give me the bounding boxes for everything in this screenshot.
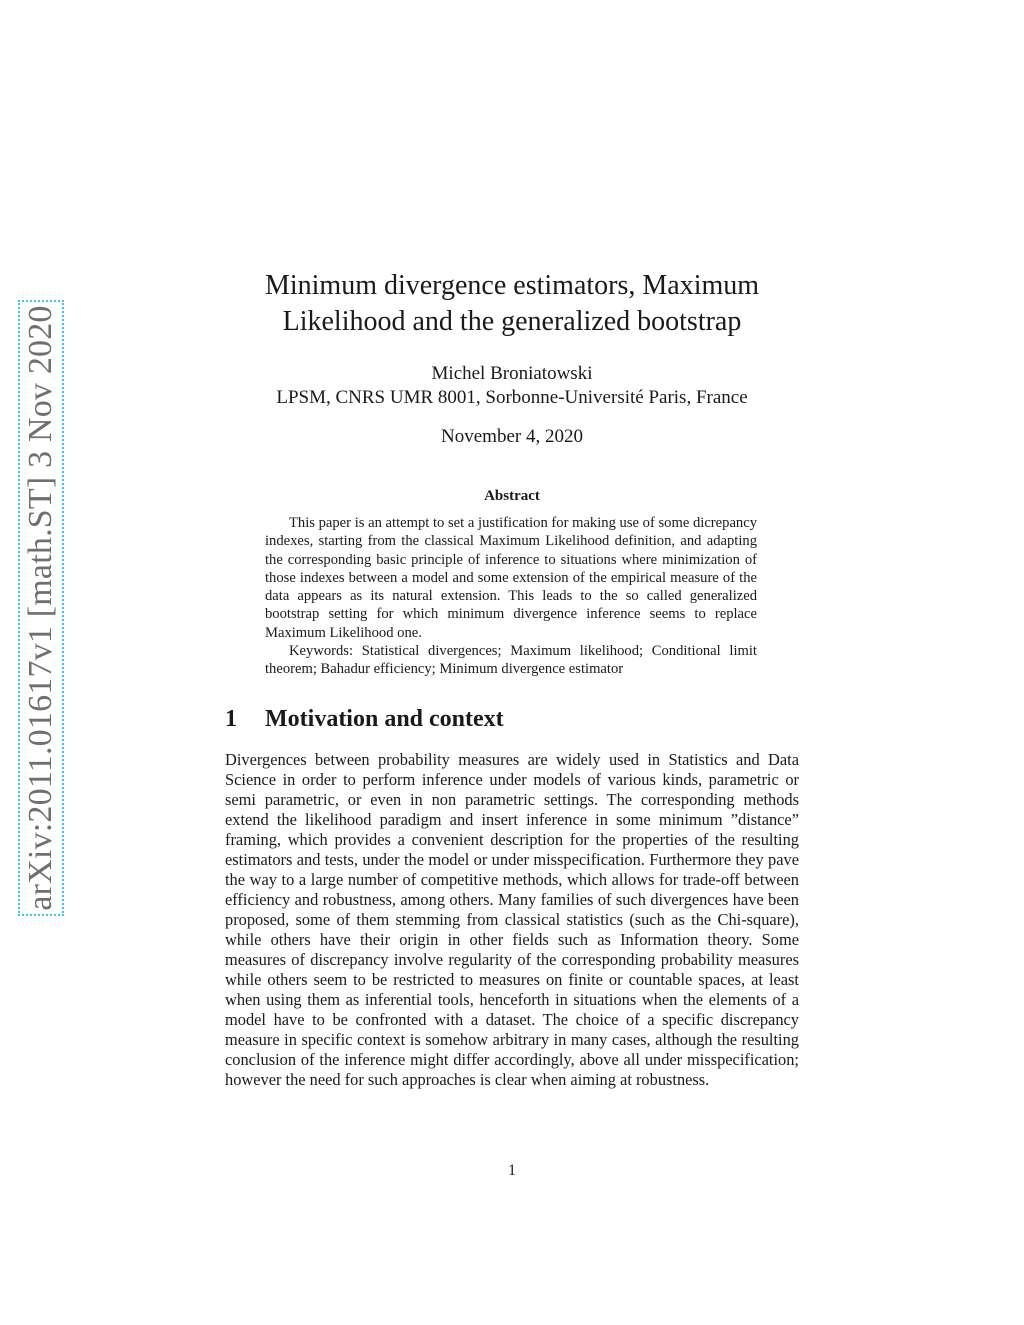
abstract-keywords: Keywords: Statistical divergences; Maximum likelihood; Conditional limit theorem; Bahadur efficiency; Minimum divergence estimator	[265, 643, 757, 678]
author-name: Michel Broniatowski	[431, 363, 593, 384]
paper-title	[160, 268, 864, 340]
section-title: Motivation and context	[265, 706, 504, 732]
author-affiliation: LPSM, CNRS UMR 8001, Sorbonne-Université Paris, France	[276, 387, 748, 408]
body-paragraph: Divergences between probability measures are widely used in Statistics and Data Science in order to perform inference under models of various kinds, parametric or semi parametric, or even in non parametric settings. The corresponding methods extend the likelihood paradigm and insert inference in some minimum ”distance” framing, which provides a convenient description for the properties of the resulting estimators and tests, under the model or under misspecification. Furthermore they pave the way to a large number of competitive methods, which allows for trade-off between efficiency and robustness, among others. Many families of such divergences have been proposed, some of them stemming from classical statistics (such as the Chi-square), while others have their origin in other fields such as Information theory. Some measures of discrepancy involve regularity of the corresponding probability measures while others seem to be restricted to measures on finite or countable spaces, at least when using them as inferential tools, henceforth in situations when the elements of a model have to be confronted with a dataset. The choice of a specific discrepancy measure in specific context is somehow arbitrary in many cases, although the resulting conclusion of the inference might differ accordingly, above all under misspecification; however the need for such approaches is clear when aiming at robustness.	[225, 750, 799, 1089]
title-line-2: Likelihood and the generalized bootstrap	[282, 306, 742, 337]
paper-date: November 4, 2020	[441, 426, 583, 447]
arxiv-id-label: arXiv:2011.01617v1 [math.ST] 3 Nov 2020	[22, 305, 59, 911]
arxiv-stamp[interactable]	[18, 300, 64, 916]
section-number: 1	[225, 706, 237, 732]
abstract-text: This paper is an attempt to set a justification for making use of some dicrepancy indexes, starting from the classical Maximum Likelihood definition, and adapting the corresponding basic principle of inference to situations where minimization of those indexes between a model and some extension of the empirical measure of the data appears as its natural extension. This leads to the so called generalized bootstrap setting for which minimum divergence inference seems to replace Maximum Likelihood one.	[265, 515, 757, 641]
author-block	[160, 362, 864, 410]
title-line-1: Minimum divergence estimators, Maximum	[264, 270, 760, 301]
section-heading	[225, 706, 805, 733]
abstract-heading: Abstract	[484, 488, 540, 504]
abstract-body	[265, 514, 757, 679]
section-body	[225, 750, 799, 1090]
page-number: 1	[508, 1162, 516, 1179]
